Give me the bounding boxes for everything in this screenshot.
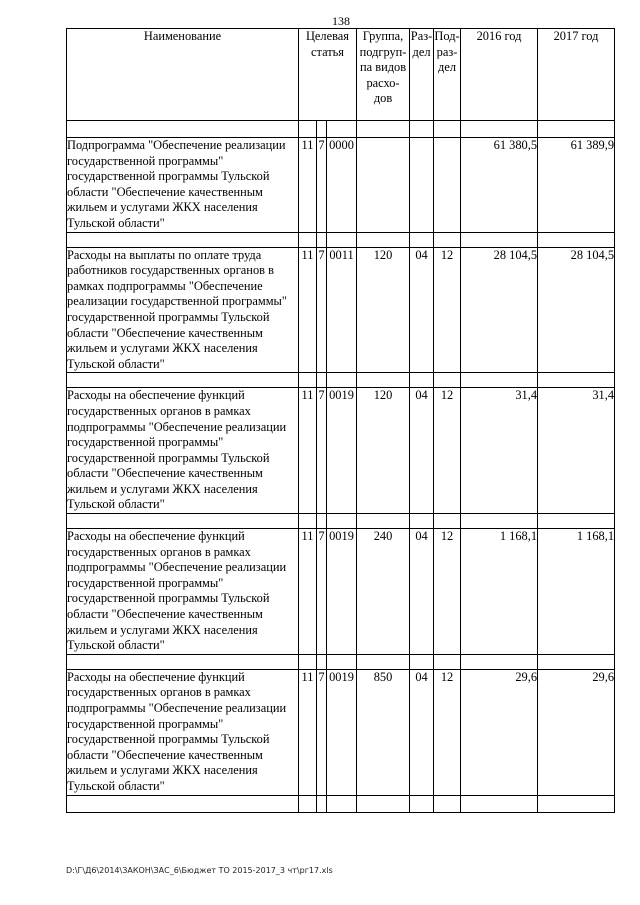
- row-name-line: государственных органов в рамках: [67, 403, 251, 418]
- article-part-2: 7: [317, 247, 327, 373]
- spacer-cell: [317, 373, 327, 388]
- header-year-2016: 2016 год: [461, 29, 538, 121]
- row-name-line: работников государственных органов в: [67, 263, 274, 278]
- amount-2017: 1 168,1: [538, 529, 615, 655]
- spacer-cell: [327, 121, 357, 138]
- spacer-cell: [67, 654, 299, 669]
- spacer-cell: [299, 514, 317, 529]
- header-line: расхо-: [366, 75, 400, 90]
- header-name: Наименование: [67, 29, 299, 121]
- spacer-cell: [317, 514, 327, 529]
- table-row: [67, 529, 615, 655]
- row-name-line: Тульской области": [67, 215, 165, 230]
- spacer-cell: [461, 232, 538, 247]
- header-line: Целевая: [305, 29, 350, 43]
- row-name-line: области "Обеспечение качественным: [67, 184, 263, 199]
- spacer-cell: [434, 795, 461, 812]
- row-name-line: жильем и услугами ЖКХ населения: [67, 481, 258, 496]
- header-year-2017: 2017 год: [538, 29, 615, 121]
- row-name-line: реализации государственной программы": [67, 294, 287, 309]
- row-name-line: Тульской области": [67, 638, 165, 653]
- row-name-line: области "Обеспечение качественным: [67, 466, 263, 481]
- spacer-cell: [461, 121, 538, 138]
- row-name-line: Тульской области": [67, 778, 165, 793]
- header-line: раз-: [436, 44, 458, 59]
- row-name-line: государственной программы Тульской: [67, 732, 270, 747]
- spacer-cell: [357, 373, 410, 388]
- header-section: [410, 29, 434, 121]
- spacer-cell: [327, 373, 357, 388]
- spacer-cell: [357, 232, 410, 247]
- spacer-cell: [327, 232, 357, 247]
- row-name-line: жильем и услугами ЖКХ населения: [67, 200, 258, 215]
- row-name-line: государственной программы Тульской: [67, 591, 270, 606]
- spacer-cell: [357, 514, 410, 529]
- spacer-cell: [357, 121, 410, 138]
- spacer-cell: [299, 795, 317, 812]
- spacer-cell: [410, 654, 434, 669]
- article-part-2: 7: [317, 669, 327, 795]
- article-part-3: 0011: [327, 247, 357, 373]
- amount-2017: 61 389,9: [538, 138, 615, 233]
- subsection-code: 12: [434, 247, 461, 373]
- spacer-cell: [410, 232, 434, 247]
- spacer-cell: [317, 654, 327, 669]
- spacer-cell: [299, 121, 317, 138]
- article-part-2: 7: [317, 388, 327, 514]
- spacer-cell: [461, 373, 538, 388]
- spacer-cell: [299, 232, 317, 247]
- spacer-cell: [357, 795, 410, 812]
- row-name-line: рамках подпрограммы "Обеспечение: [67, 278, 263, 293]
- article-part-1: 11: [299, 138, 317, 233]
- row-name-line: Расходы на выплаты по оплате труда: [67, 247, 262, 262]
- row-name-line: государственной программы": [67, 435, 224, 450]
- spacer-cell: [538, 514, 615, 529]
- spacer-cell: [327, 654, 357, 669]
- page-number: 138: [332, 14, 350, 28]
- header-line: па видов: [359, 60, 407, 75]
- section-code: [410, 138, 434, 233]
- expense-group: 240: [357, 529, 410, 655]
- amount-2017: 28 104,5: [538, 247, 615, 373]
- spacer-cell: [67, 232, 299, 247]
- row-name: [67, 247, 299, 373]
- amount-2016: 1 168,1: [461, 529, 538, 655]
- row-name-line: жильем и услугами ЖКХ населения: [67, 763, 258, 778]
- header-line: Под-: [434, 29, 460, 43]
- row-name-line: Тульской области": [67, 356, 165, 371]
- row-name-line: области "Обеспечение качественным: [67, 325, 263, 340]
- file-path-footer: D:\Г\Д6\2014\ЗАКОН\ЗАС_6\Бюджет ТО 2015-2017_3 чт\рг17.xls: [66, 866, 333, 875]
- row-spacer: [67, 514, 615, 529]
- row-name-line: Расходы на обеспечение функций: [67, 669, 245, 684]
- section-code: 04: [410, 388, 434, 514]
- spacer-cell: [327, 514, 357, 529]
- spacer-cell: [299, 654, 317, 669]
- row-name-line: государственной программы": [67, 153, 224, 168]
- expense-group: 850: [357, 669, 410, 795]
- spacer-cell: [538, 373, 615, 388]
- article-part-1: 11: [299, 247, 317, 373]
- row-spacer: [67, 121, 615, 138]
- spacer-cell: [434, 373, 461, 388]
- row-name-line: Расходы на обеспечение функций: [67, 388, 245, 403]
- row-spacer: [67, 373, 615, 388]
- spacer-cell: [67, 121, 299, 138]
- amount-2016: 61 380,5: [461, 138, 538, 233]
- spacer-cell: [538, 795, 615, 812]
- expense-group: [357, 138, 410, 233]
- article-part-3: 0019: [327, 529, 357, 655]
- article-part-1: 11: [299, 388, 317, 514]
- row-name-line: подпрограммы "Обеспечение реализации: [67, 419, 287, 434]
- article-part-1: 11: [299, 529, 317, 655]
- section-code: 04: [410, 529, 434, 655]
- article-part-2: 7: [317, 529, 327, 655]
- spacer-cell: [434, 654, 461, 669]
- header-target-article: [299, 29, 357, 121]
- spacer-cell: [434, 121, 461, 138]
- header-group: [357, 29, 410, 121]
- amount-2016: 29,6: [461, 669, 538, 795]
- row-name-line: государственной программы": [67, 716, 224, 731]
- amount-2016: 31,4: [461, 388, 538, 514]
- row-spacer: [67, 232, 615, 247]
- subsection-code: 12: [434, 529, 461, 655]
- row-name-line: государственной программы": [67, 575, 224, 590]
- row-name-line: государственной программы Тульской: [67, 169, 270, 184]
- article-part-3: 0019: [327, 669, 357, 795]
- spacer-cell: [317, 232, 327, 247]
- spacer-cell: [434, 232, 461, 247]
- table-body: [67, 121, 615, 813]
- row-name-line: области "Обеспечение качественным: [67, 747, 263, 762]
- spacer-cell: [461, 514, 538, 529]
- row-name-line: Расходы на обеспечение функций: [67, 529, 245, 544]
- spacer-cell: [317, 795, 327, 812]
- spacer-cell: [410, 121, 434, 138]
- article-part-1: 11: [299, 669, 317, 795]
- row-name-line: подпрограммы "Обеспечение реализации: [67, 560, 287, 575]
- header-line: Группа,: [362, 29, 404, 43]
- article-part-2: 7: [317, 138, 327, 233]
- table-row: [67, 138, 615, 233]
- row-name: [67, 669, 299, 795]
- row-name-line: государственных органов в рамках: [67, 685, 251, 700]
- spacer-cell: [461, 654, 538, 669]
- row-spacer: [67, 795, 615, 812]
- header-line: Раз-: [410, 29, 433, 43]
- table-row: [67, 247, 615, 373]
- header-line: дов: [373, 91, 393, 106]
- amount-2016: 28 104,5: [461, 247, 538, 373]
- spacer-cell: [538, 232, 615, 247]
- section-code: 04: [410, 247, 434, 373]
- spacer-cell: [327, 795, 357, 812]
- spacer-cell: [538, 121, 615, 138]
- spacer-cell: [299, 373, 317, 388]
- article-part-3: 0000: [327, 138, 357, 233]
- spacer-cell: [67, 514, 299, 529]
- spacer-cell: [410, 795, 434, 812]
- table-row: [67, 669, 615, 795]
- row-name-line: государственной программы Тульской: [67, 450, 270, 465]
- spacer-cell: [538, 654, 615, 669]
- table-header-row: [67, 29, 615, 121]
- spacer-cell: [357, 654, 410, 669]
- subsection-code: 12: [434, 669, 461, 795]
- spacer-cell: [410, 514, 434, 529]
- row-name-line: подпрограммы "Обеспечение реализации: [67, 701, 287, 715]
- amount-2017: 29,6: [538, 669, 615, 795]
- header-line: дел: [438, 60, 457, 75]
- subsection-code: 12: [434, 388, 461, 514]
- row-name: [67, 388, 299, 514]
- header-line: подгруп-: [359, 44, 407, 59]
- header-line: статья: [311, 44, 345, 59]
- row-name-line: жильем и услугами ЖКХ населения: [67, 622, 258, 637]
- section-code: 04: [410, 669, 434, 795]
- row-name-line: государственных органов в рамках: [67, 544, 251, 559]
- row-spacer: [67, 654, 615, 669]
- header-subsection: [434, 29, 461, 121]
- spacer-cell: [67, 795, 299, 812]
- article-part-3: 0019: [327, 388, 357, 514]
- header-line: дел: [412, 44, 431, 59]
- spacer-cell: [67, 373, 299, 388]
- table-row: [67, 388, 615, 514]
- expense-group: 120: [357, 388, 410, 514]
- spacer-cell: [434, 514, 461, 529]
- row-name-line: Подпрограмма "Обеспечение реализации: [67, 138, 286, 152]
- row-name-line: государственной программы Тульской: [67, 309, 270, 324]
- spacer-cell: [410, 373, 434, 388]
- amount-2017: 31,4: [538, 388, 615, 514]
- spacer-cell: [317, 121, 327, 138]
- row-name-line: области "Обеспечение качественным: [67, 607, 263, 622]
- subsection-code: [434, 138, 461, 233]
- row-name: [67, 529, 299, 655]
- budget-table: [66, 28, 615, 813]
- row-name-line: Тульской области": [67, 497, 165, 512]
- row-name-line: жильем и услугами ЖКХ населения: [67, 341, 258, 356]
- row-name: [67, 138, 299, 233]
- expense-group: 120: [357, 247, 410, 373]
- spacer-cell: [461, 795, 538, 812]
